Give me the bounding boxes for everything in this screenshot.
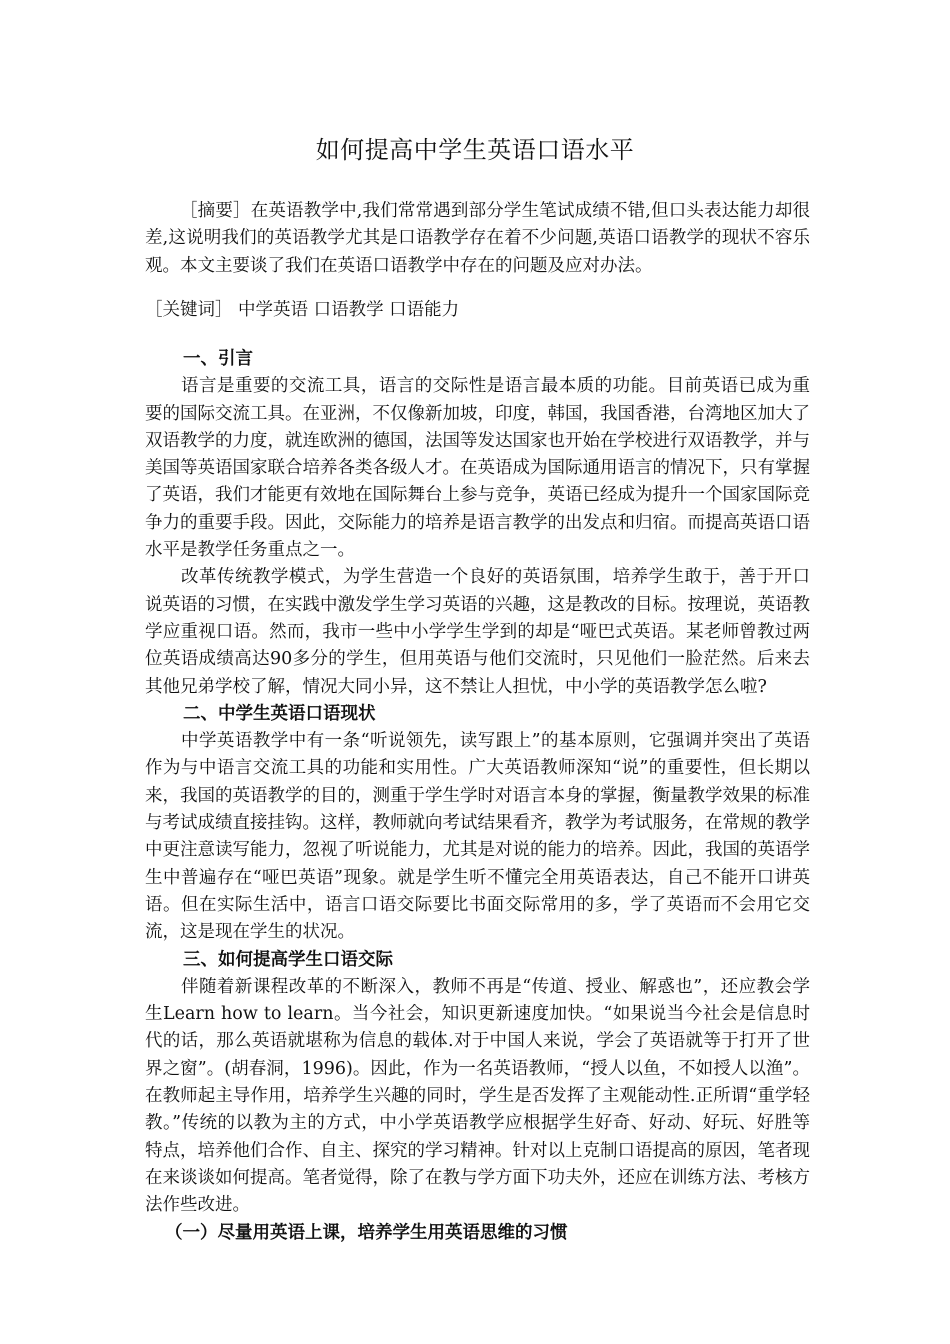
subsection-heading-english-class: （一）尽量用英语上课，培养学生用英语思维的习惯	[165, 1222, 568, 1243]
section-heading-status: 二、中学生英语口语现状	[183, 703, 376, 724]
document-title: 如何提高中学生英语口语水平	[315, 136, 635, 164]
paragraph: 中学英语教学中有一条“听说领先，读写跟上”的基本原则，它强调并突出了英语作为与中语言交流工具的功能和实用性。广大英语教师深知“说”的重要性，但长期以来，我国的英语教学的目的，测重于学生学时对语言本身的掌握，衡量教学效果的标准与考试成绩直接挂钩。这样，教师就向考试结果看齐，教学为考试服务，在常规的教学中更注意读写能力，忽视了听说能力，尤其是对说的能力的培养。因此，我国的英语学生中普遍存在“哑巴英语”现象。就是学生听不懂完全用英语表达，自己不能开口讲英语。但在实际生活中，语言口语交际要比书面交际常用的多，学了英语而不会用它交流，这是现在学生的状况。	[145, 731, 810, 943]
section-heading-improve: 三、如何提高学生口语交际	[183, 949, 393, 970]
body-text	[145, 346, 810, 1247]
paragraph: 语言是重要的交流工具，语言的交际性是语言最本质的功能。目前英语已成为重要的国际交流工具。在亚洲，不仅像新加坡，印度，韩国，我国香港，台湾地区加大了双语教学的力度，就连欧洲的德国，法国等发达国家也开始在学校进行双语教学，并与美国等英语国家联合培养各类各级人才。在英语成为国际通用语言的情况下，只有掌握了英语，我们才能更有效地在国际舞台上参与竞争，英语已经成为提升一个国家国际竞争力的重要手段。因此，交际能力的培养是语言教学的出发点和归宿。而提高英语口语水平是教学任务重点之一。	[145, 376, 810, 561]
keywords: ［关键词］ 中学英语 口语教学 口语能力	[145, 300, 460, 320]
section-heading-intro: 一、引言	[183, 349, 253, 369]
paragraph: 伴随着新课程改革的不断深入，教师不再是“传道、授业、解惑也”，还应教会学生Learn how to learn。当今社会，知识更新速度加快。“如果说当今社会是信息时代的话，那么英语就堪称为信息的载体.对于中国人来说，学会了英语就等于打开了世界之窗”。(胡春洞，1996)。因此，作为一名英语教师，“授人以鱼，不如授人以渔”。在教师起主导作用，培养学生兴趣的同时，学生是否发挥了主观能动性.正所谓“重学轻教。”传统的以教为主的方式，中小学英语教学应根据学生好奇、好动、好玩、好胜等特点，培养他们合作、自主、探究的学习精神。针对以上克制口语提高的原因，笔者现在来谈谈如何提高。笔者觉得，除了在教与学方面下功夫外，还应在训练方法、考核方法作些改进。	[145, 976, 810, 1216]
abstract: ［摘要］在英语教学中,我们常常遇到部分学生笔试成绩不错,但口头表达能力却很差,这说明我们的英语教学尤其是口语教学存在着不少问题,英语口语教学的现状不容乐观。本文主要谈了我们在英语口语教学中存在的问题及应对办法。	[145, 201, 810, 276]
paragraph: 改革传统教学模式，为学生营造一个良好的英语氛围，培养学生敢于，善于开口说英语的习惯，在实践中激发学生学习英语的兴趣，这是教改的目标。按理说，英语教学应重视口语。然而，我市一些中小学学生学到的却是“哑巴式英语。某老师曾教过两位英语成绩高达90多分的学生，但用英语与他们交流时，只见他们一脸茫然。后来去其他兄弟学校了解，情况大同小异，这不禁让人担忧，中小学的英语教学怎么啦?	[145, 567, 810, 697]
